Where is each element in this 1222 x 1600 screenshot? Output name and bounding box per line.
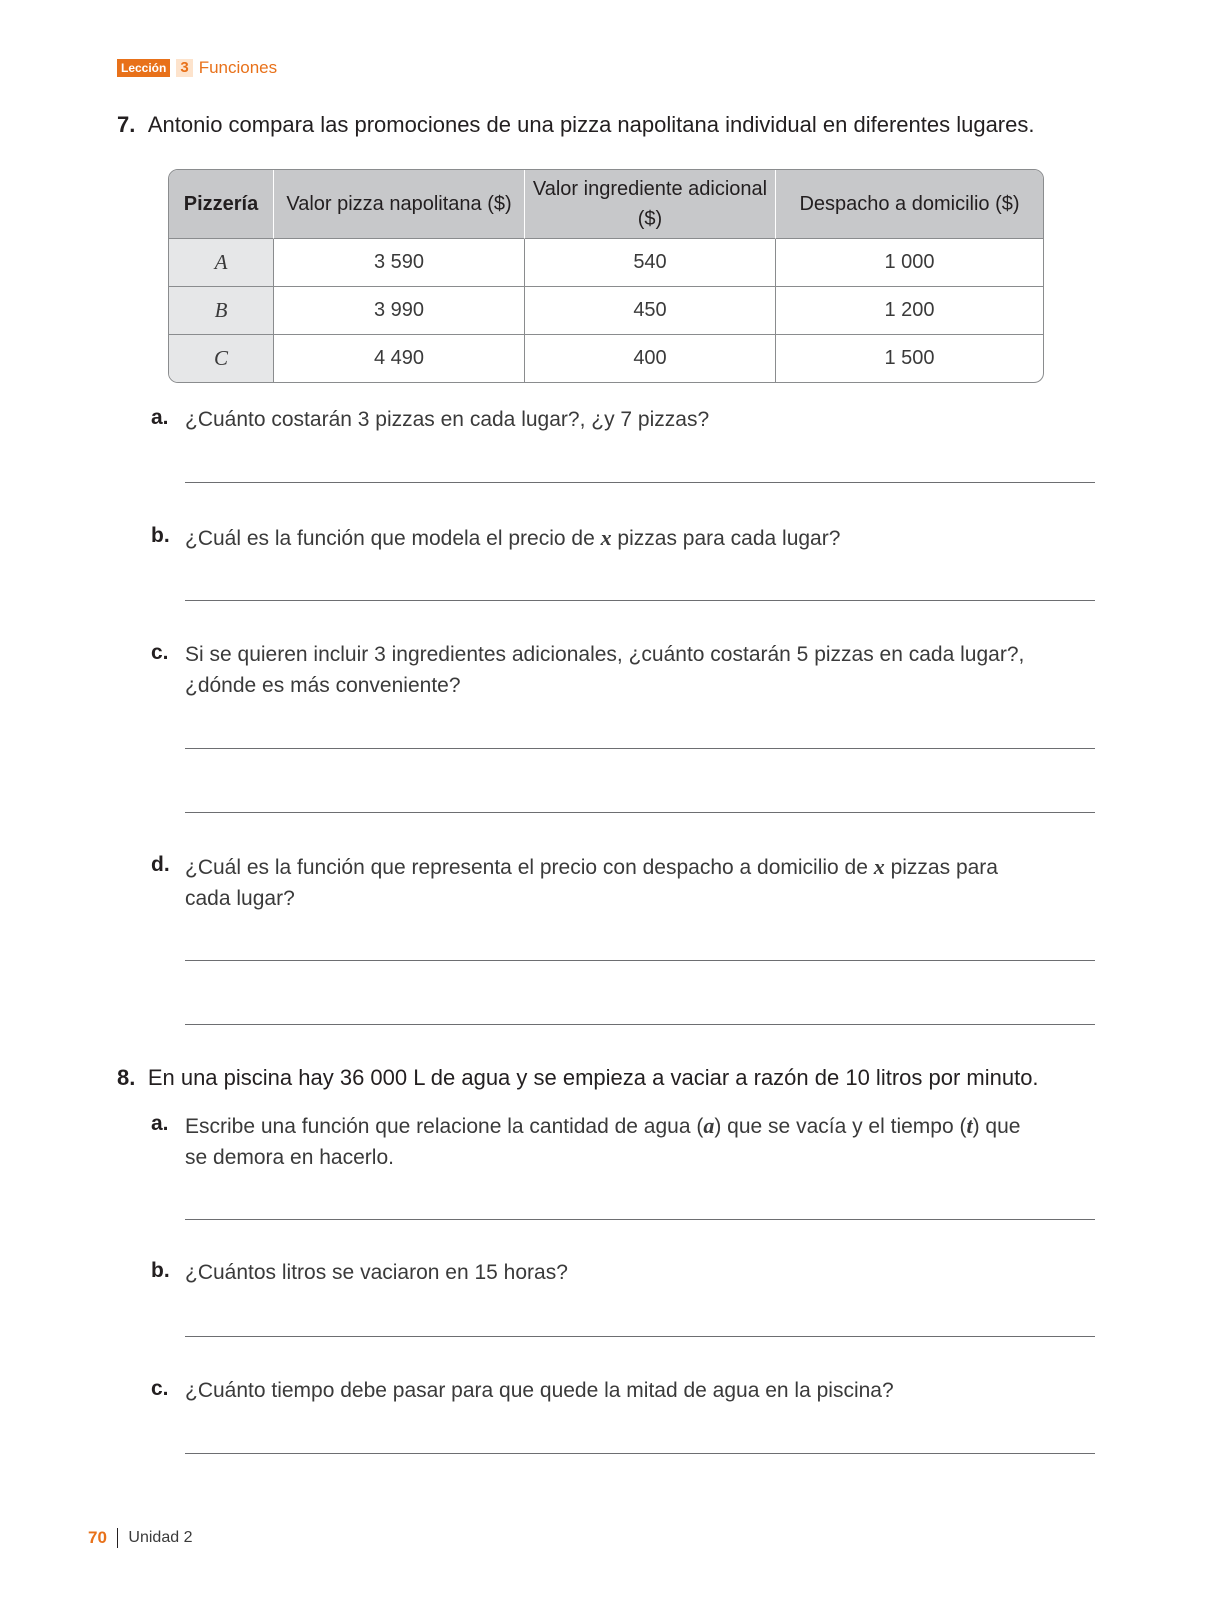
question-8-title [117,1065,1039,1091]
variable-a: a [703,1113,715,1138]
text-line: ¿dónde es más conveniente? [185,674,461,697]
table-header-cell: Valor pizza napolitana ($) [274,170,525,239]
table-row-label: C [169,335,274,382]
subquestion-text [185,1110,1055,1173]
variable-x: x [600,525,612,550]
table-cell: 1 500 [884,347,935,369]
pizza-table [168,169,1044,383]
text-segment: ¿Cuál es la función que representa el precio con despacho a domicilio de [185,856,874,879]
subquestion-letter: a. [151,1112,169,1135]
question-number: 8. [117,1065,136,1090]
subquestion-text [185,522,1055,554]
unit-label: Unidad 2 [128,1529,193,1546]
subquestion-text [185,639,1055,701]
question-text: En una piscina hay 36 000 L de agua y se empieza a vaciar a razón de 10 litros por minuto. [147,1065,1039,1090]
answer-line[interactable] [185,1336,1095,1337]
subquestion-text: ¿Cuánto tiempo debe pasar para que quede la mitad de agua en la piscina? [185,1379,894,1402]
footer-divider [117,1528,119,1548]
text-segment: Escribe una función que relacione la cantidad de agua ( [185,1115,704,1138]
lesson-number: 3 [176,59,192,77]
table-row [169,239,1043,287]
subquestion-letter: a. [151,406,169,429]
page-footer [88,1528,192,1548]
table-cell: 4 490 [274,335,525,382]
table-header-row [169,170,1043,239]
lesson-title: Funciones [198,58,278,77]
lesson-badge: Lección [117,59,170,77]
table-header-cell: Pizzería [169,170,274,239]
text-segment: ) que se vacía y el tiempo ( [714,1115,967,1138]
table-cell: 1 000 [776,239,1043,287]
page-number: 70 [88,1528,107,1547]
text-segment: pizzas para cada lugar? [611,527,841,550]
question-7-title [117,112,1034,138]
table-header-cell: Despacho a domicilio ($) [776,170,1043,239]
table-cell: 540 [525,239,776,287]
table-row [169,335,1043,382]
answer-line[interactable] [185,812,1095,813]
subquestion-letter: b. [151,524,170,547]
lesson-header [117,58,277,78]
table-cell: 1 200 [776,287,1043,335]
variable-t: t [966,1113,973,1138]
text-line: Si se quieren incluir 3 ingredientes adicionales, ¿cuánto costarán 5 pizzas en cada lugar?, [185,643,1025,666]
text-line: cada lugar? [185,887,295,910]
answer-line[interactable] [185,1453,1095,1454]
subquestion-letter: d. [151,853,170,876]
table-cell: 3 590 [274,239,525,287]
question-number: 7. [117,112,136,137]
answer-line[interactable] [185,1024,1095,1025]
answer-line[interactable] [185,482,1095,483]
table-row-label: B [169,287,274,335]
table-cell: 450 [525,287,776,335]
text-segment: pizzas para [884,856,998,879]
table-header-cell: Valor ingrediente adicional ($) [525,170,776,239]
subquestion-text: ¿Cuánto costarán 3 pizzas en cada lugar?, ¿y 7 pizzas? [185,408,710,431]
variable-x: x [873,854,885,879]
subquestion-letter: b. [151,1259,170,1282]
text-line: se demora en hacerlo. [185,1146,394,1169]
answer-line[interactable] [185,748,1095,749]
subquestion-text [185,851,1055,914]
subquestion-text: ¿Cuántos litros se vaciaron en 15 horas? [185,1261,568,1284]
text-segment: ) que [972,1115,1021,1138]
subquestion-letter: c. [151,1377,169,1400]
table-cell: 3 990 [274,287,525,335]
table-row [169,287,1043,335]
question-text: Antonio compara las promociones de una pizza napolitana individual en diferentes lugares. [147,112,1035,137]
answer-line[interactable] [185,960,1095,961]
table-cell: 400 [525,335,776,382]
answer-line[interactable] [185,1219,1095,1220]
text-segment: ¿Cuál es la función que modela el precio de [185,527,601,550]
subquestion-letter: c. [151,641,169,664]
answer-line[interactable] [185,600,1095,601]
table-row-label: A [169,239,274,287]
